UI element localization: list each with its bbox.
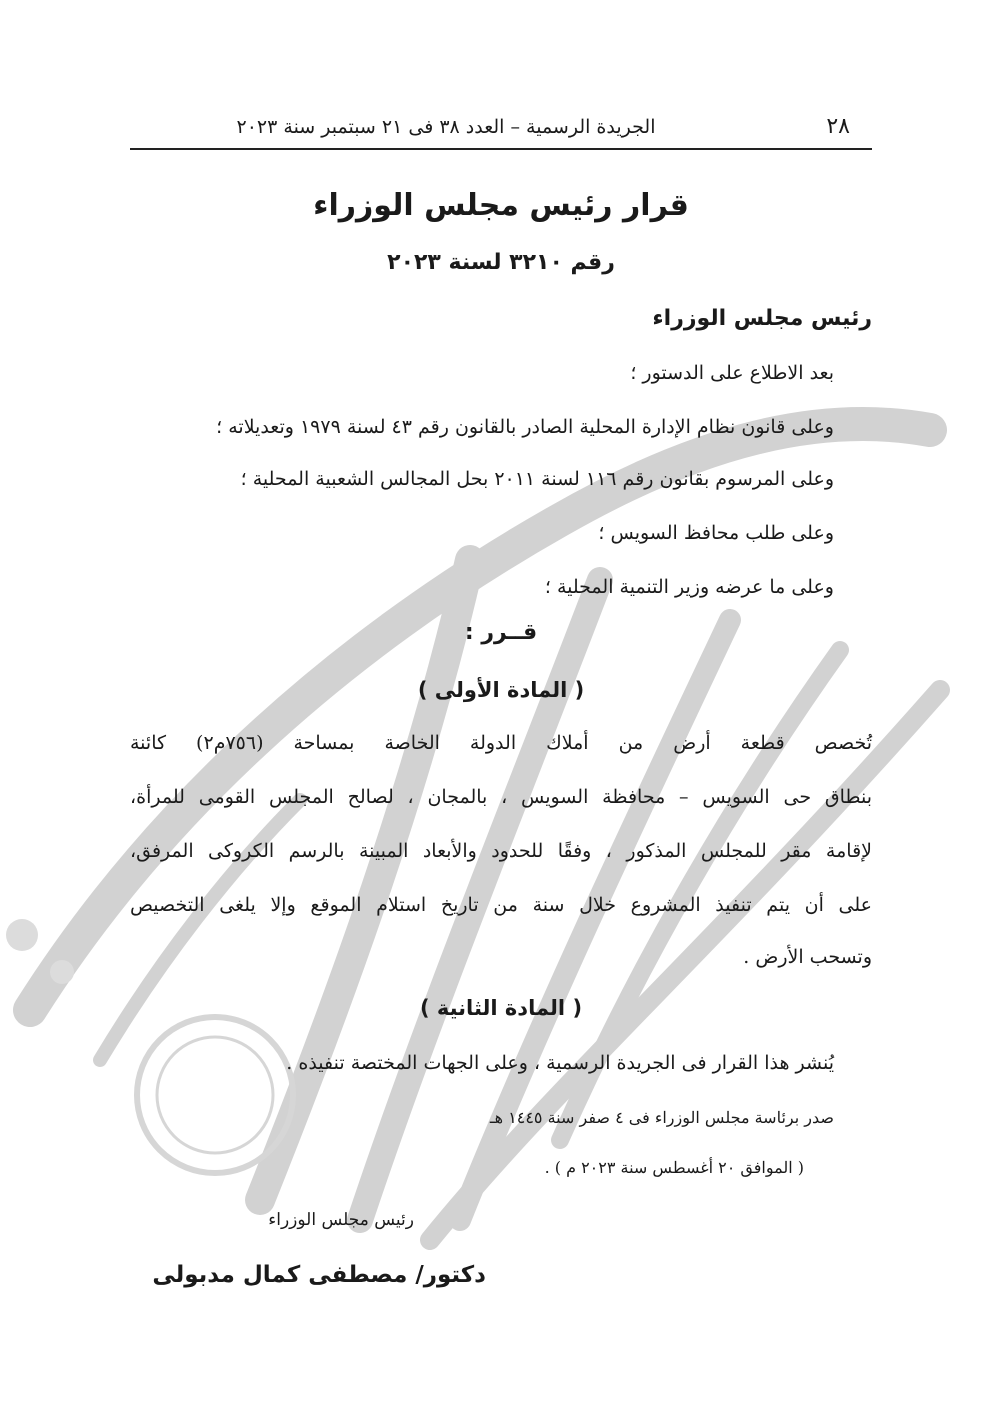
preamble-line: وعلى ما عرضه وزير التنمية المحلية ؛	[544, 576, 834, 598]
decree-title: قرار رئيس مجلس الوزراء	[313, 188, 689, 223]
article-1-line: على أن يتم تنفيذ المشروع خلال سنة من تاريخ استلام الموقع وإلا يلغى التخصيص	[130, 894, 872, 916]
issued-hijri: صدر برئاسة مجلس الوزراء فى ٤ صفر سنة ١٤٤٥ هـ	[489, 1108, 834, 1127]
preamble-line: وعلى قانون نظام الإدارة المحلية الصادر بالقانون رقم ٤٣ لسنة ١٩٧٩ وتعديلاته ؛	[216, 416, 834, 438]
signature-title: رئيس مجلس الوزراء	[268, 1210, 414, 1230]
page-number: ٢٨	[826, 114, 850, 139]
preamble-line: وعلى المرسوم بقانون رقم ١١٦ لسنة ٢٠١١ بحل المجالس الشعبية المحلية ؛	[240, 468, 834, 490]
article-1-line: بنطاق حى السويس – محافظة السويس ، بالمجان ، لصالح المجلس القومى للمرأة،	[130, 786, 872, 808]
article-1-line: لإقامة مقر للمجلس المذكور ، وفقًا للحدود والأبعاد المبينة بالرسم الكروكى المرفق،	[130, 840, 872, 862]
issued-gregorian: ( الموافق ٢٠ أغسطس سنة ٢٠٢٣ م ) .	[544, 1158, 804, 1177]
preamble-line: وعلى طلب محافظ السويس ؛	[598, 522, 834, 544]
article-2-heading: ( المادة الثانية )	[419, 996, 583, 1020]
article-1-line: تُخصص قطعة أرض من أملاك الدولة الخاصة بمساحة (٧٥٦م٢) كائنة	[130, 732, 872, 754]
article-2-text: يُنشر هذا القرار فى الجريدة الرسمية ، وعلى الجهات المختصة تنفيذه .	[286, 1052, 834, 1074]
signature-name: دكتور/ مصطفى كمال مدبولى	[152, 1262, 486, 1288]
article-1-heading: ( المادة الأولى )	[417, 678, 585, 702]
running-title: الجريدة الرسمية – العدد ٣٨ فى ٢١ سبتمبر سنة ٢٠٢٣	[236, 116, 656, 138]
article-1-line: وتسحب الأرض .	[743, 946, 872, 968]
preamble-line: بعد الاطلاع على الدستور ؛	[630, 362, 834, 384]
page-header	[130, 112, 872, 150]
decided-label: قــرر :	[464, 620, 538, 645]
issuer-heading: رئيس مجلس الوزراء	[652, 306, 872, 331]
decree-number: رقم ٣٢١٠ لسنة ٢٠٢٣	[387, 250, 615, 275]
